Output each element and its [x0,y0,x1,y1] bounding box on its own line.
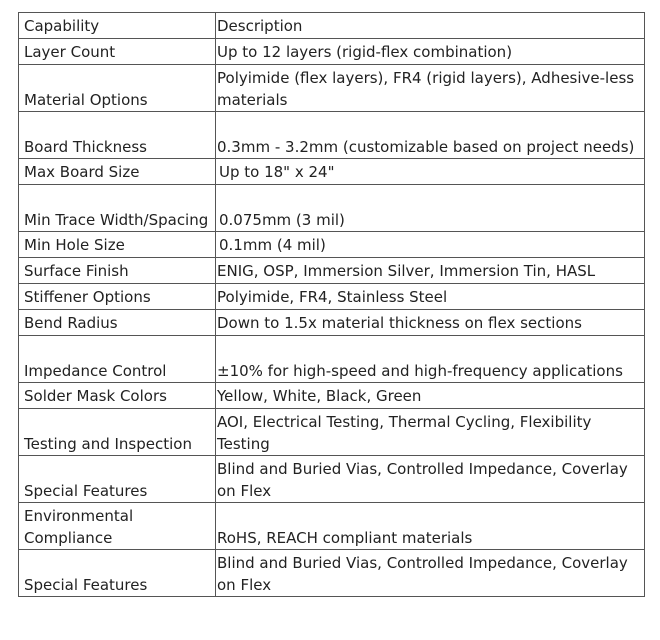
table-row [19,409,645,456]
capabilities-table [18,12,645,597]
description-cell: Blind and Buried Vias, Controlled Impedance, Coverlay on Flex [216,456,645,503]
table-row [19,159,645,185]
description-cell: ENIG, OSP, Immersion Silver, Immersion Tin, HASL [216,258,645,284]
capability-cell: Min Trace Width/Spacing [19,185,216,232]
column-header-capability: Capability [19,13,216,39]
description-cell: Polyimide, FR4, Stainless Steel [216,284,645,310]
capability-cell: Impedance Control [19,336,216,383]
description-cell: Yellow, White, Black, Green [216,383,645,409]
column-header-description: Description [216,13,645,39]
capability-cell: Max Board Size [19,159,216,185]
capability-cell: Special Features [19,550,216,597]
description-cell: Polyimide (flex layers), FR4 (rigid layers), Adhesive-less materials [216,65,645,112]
capability-cell: Board Thickness [19,112,216,159]
table-row [19,383,645,409]
table-row [19,336,645,383]
capability-cell: Stiffener Options [19,284,216,310]
table-row [19,65,645,112]
table-row [19,185,645,232]
capability-cell: Min Hole Size [19,232,216,258]
description-cell: Down to 1.5x material thickness on flex sections [216,310,645,336]
capability-cell: Material Options [19,65,216,112]
capability-cell: Surface Finish [19,258,216,284]
description-cell: Up to 18" x 24" [216,159,645,185]
table-row [19,550,645,597]
description-cell: 0.075mm (3 mil) [216,185,645,232]
table-row [19,456,645,503]
capability-cell: Bend Radius [19,310,216,336]
description-cell: Up to 12 layers (rigid-flex combination) [216,39,645,65]
table-row [19,310,645,336]
capability-cell: Solder Mask Colors [19,383,216,409]
description-cell: AOI, Electrical Testing, Thermal Cycling, Flexibility Testing [216,409,645,456]
table-row [19,39,645,65]
description-cell: RoHS, REACH compliant materials [216,503,645,550]
capability-cell: Special Features [19,456,216,503]
table-header-row [19,13,645,39]
description-cell: Blind and Buried Vias, Controlled Impedance, Coverlay on Flex [216,550,645,597]
capability-cell: Layer Count [19,39,216,65]
table-row [19,232,645,258]
capability-cell: Environmental Compliance [19,503,216,550]
table-row [19,503,645,550]
description-cell: 0.3mm - 3.2mm (customizable based on project needs) [216,112,645,159]
description-cell: 0.1mm (4 mil) [216,232,645,258]
table-row [19,258,645,284]
description-cell: ±10% for high-speed and high-frequency applications [216,336,645,383]
capability-cell: Testing and Inspection [19,409,216,456]
table-row [19,284,645,310]
table-row [19,112,645,159]
